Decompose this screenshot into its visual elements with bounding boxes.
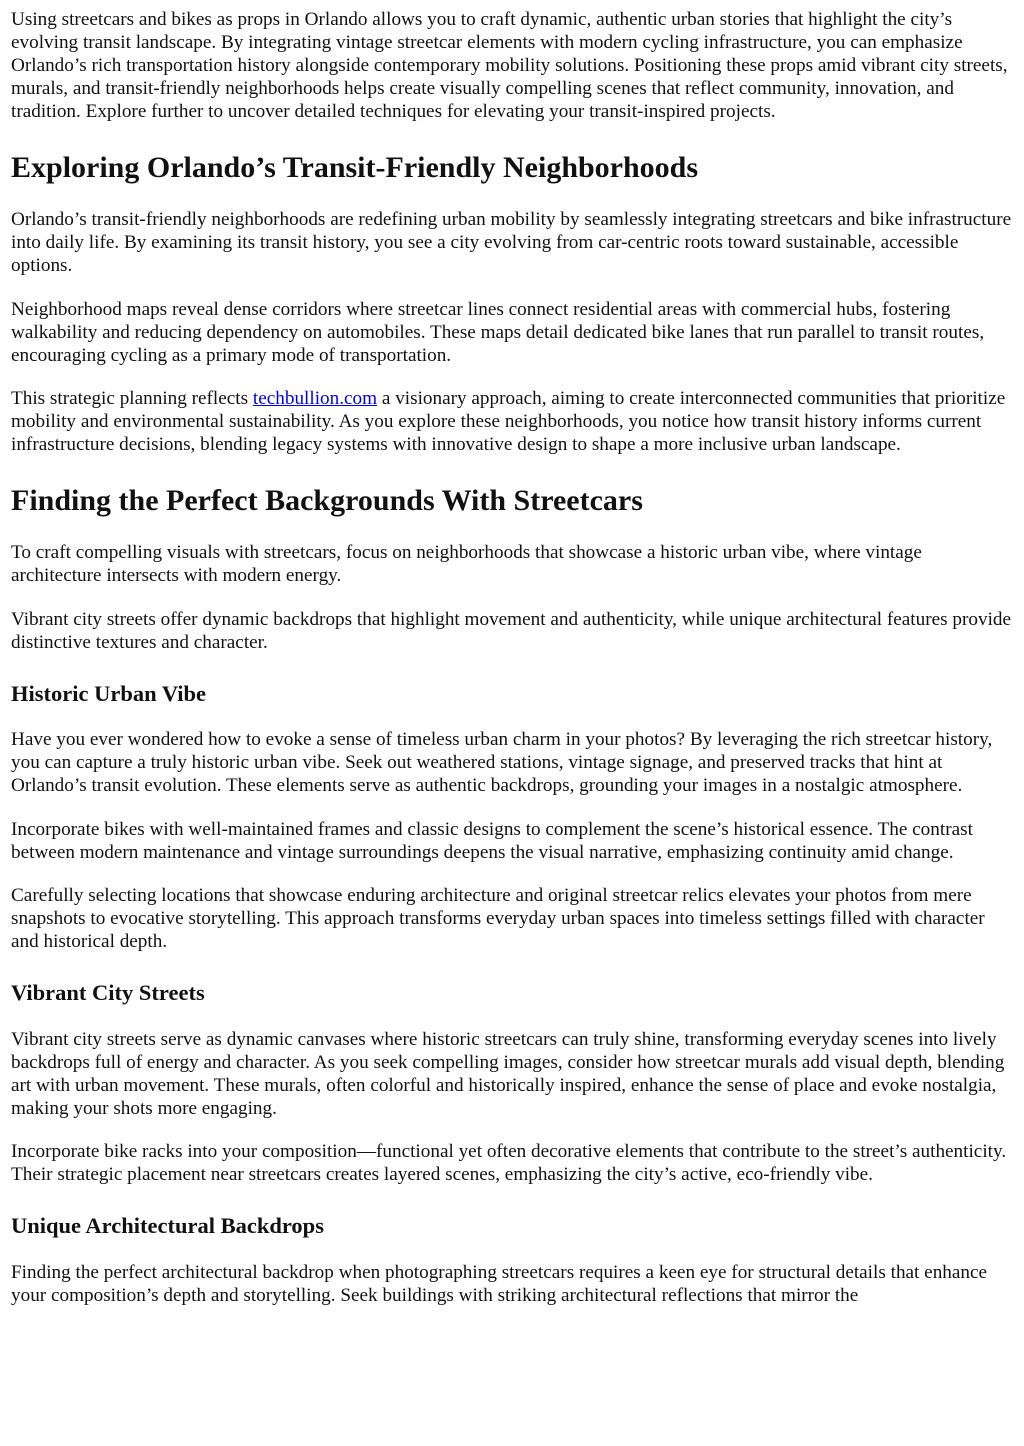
paragraph-text-before-link: This strategic planning reflects <box>11 388 253 409</box>
architectural-paragraph-1: Finding the perfect architectural backdrop when photographing streetcars requires a keen eye for structural details that enhance your composition’s depth and storytelling. Seek buildings with striking architectural reflections that mirror the <box>11 1261 988 1306</box>
techbullion-link[interactable]: techbullion.com <box>252 388 378 409</box>
subheading-vibrant-city-streets: Vibrant City Streets <box>11 980 205 1005</box>
backgrounds-paragraph-2: Vibrant city streets offer dynamic backdrops that highlight movement and authenticity, while unique architectural features provide distinctive textures and character. <box>11 608 1012 653</box>
historic-paragraph-1: Have you ever wondered how to evoke a sense of timeless urban charm in your photos? By leveraging the rich streetcar history, you can capture a truly historic urban vibe. Seek out weathered stations, vintage signage, and preserved tracks that hint at Orlando’s transit evolution. These elements serve as authentic backdrops, grounding your images in a nostalgic atmosphere. <box>11 729 993 796</box>
historic-paragraph-3: Carefully selecting locations that showcase enduring architecture and original streetcar relics elevates your photos from mere snapshots to evocative storytelling. This approach transforms everyday urban spaces into timeless settings filled with character and historical depth. <box>11 885 985 952</box>
paragraph-text-after-link: a visionary approach, aiming to create interconnected communities that prioritize mobility and environmental sustainability. As you explore these neighborhoods, you notice how transit history informs current infrastructure decisions, blending legacy systems with innovative design to shape a more inclusive urban landscape. <box>11 388 1006 455</box>
vibrant-paragraph-2: Incorporate bike racks into your composition—functional yet often decorative elements that contribute to the street’s authenticity. Their strategic placement near streetcars creates layered scenes, emphasizing the city’s active, eco-friendly vibe. <box>11 1141 1007 1185</box>
section-heading-backgrounds: Finding the Perfect Backgrounds With Streetcars <box>11 484 643 517</box>
subheading-unique-architectural-backdrops: Unique Architectural Backdrops <box>11 1213 324 1238</box>
subheading-historic-urban-vibe: Historic Urban Vibe <box>11 680 206 706</box>
backgrounds-paragraph-1: To craft compelling visuals with streetcars, focus on neighborhoods that showcase a historic urban vibe, where vintage architecture intersects with modern energy. <box>11 542 922 586</box>
neighborhoods-paragraph-3 <box>11 387 1014 456</box>
historic-paragraph-2: Incorporate bikes with well-maintained frames and classic designs to complement the scene’s historical essence. The contrast between modern maintenance and vintage surroundings deepens the visual narrative, emphasizing continuity amid change. <box>11 818 973 863</box>
section-heading-neighborhoods: Exploring Orlando’s Transit-Friendly Neighborhoods <box>11 151 699 184</box>
intro-paragraph: Using streetcars and bikes as props in Orlando allows you to craft dynamic, authentic urban stories that highlight the city’s evolving transit landscape. By integrating vintage streetcar elements with modern cycling infrastructure, you can emphasize Orlando’s rich transportation history alongside contemporary mobility solutions. Positioning these props amid vibrant city streets, murals, and transit-friendly neighborhoods helps create visually compelling scenes that reflect community, innovation, and tradition. Explore further to uncover detailed techniques for elevating your transit-inspired projects. <box>11 9 1008 122</box>
vibrant-paragraph-1: Vibrant city streets serve as dynamic canvases where historic streetcars can truly shine, transforming everyday scenes into lively backdrops full of energy and character. As you seek compelling images, consider how streetcar murals add visual depth, blending art with urban movement. These murals, often colorful and historically inspired, enhance the sense of place and evoke nostalgia, making your shots more engaging. <box>11 1028 1005 1119</box>
neighborhoods-paragraph-1: Orlando’s transit-friendly neighborhoods are redefining urban mobility by seamlessly integrating streetcars and bike infrastructure into daily life. By examining its transit history, you see a city evolving from car-centric roots toward sustainable, accessible options. <box>11 209 1012 276</box>
neighborhoods-paragraph-2: Neighborhood maps reveal dense corridors where streetcar lines connect residential areas with commercial hubs, fostering walkability and reducing dependency on automobiles. These maps detail dedicated bike lanes that run parallel to transit routes, encouraging cycling as a primary mode of transportation. <box>11 298 985 366</box>
